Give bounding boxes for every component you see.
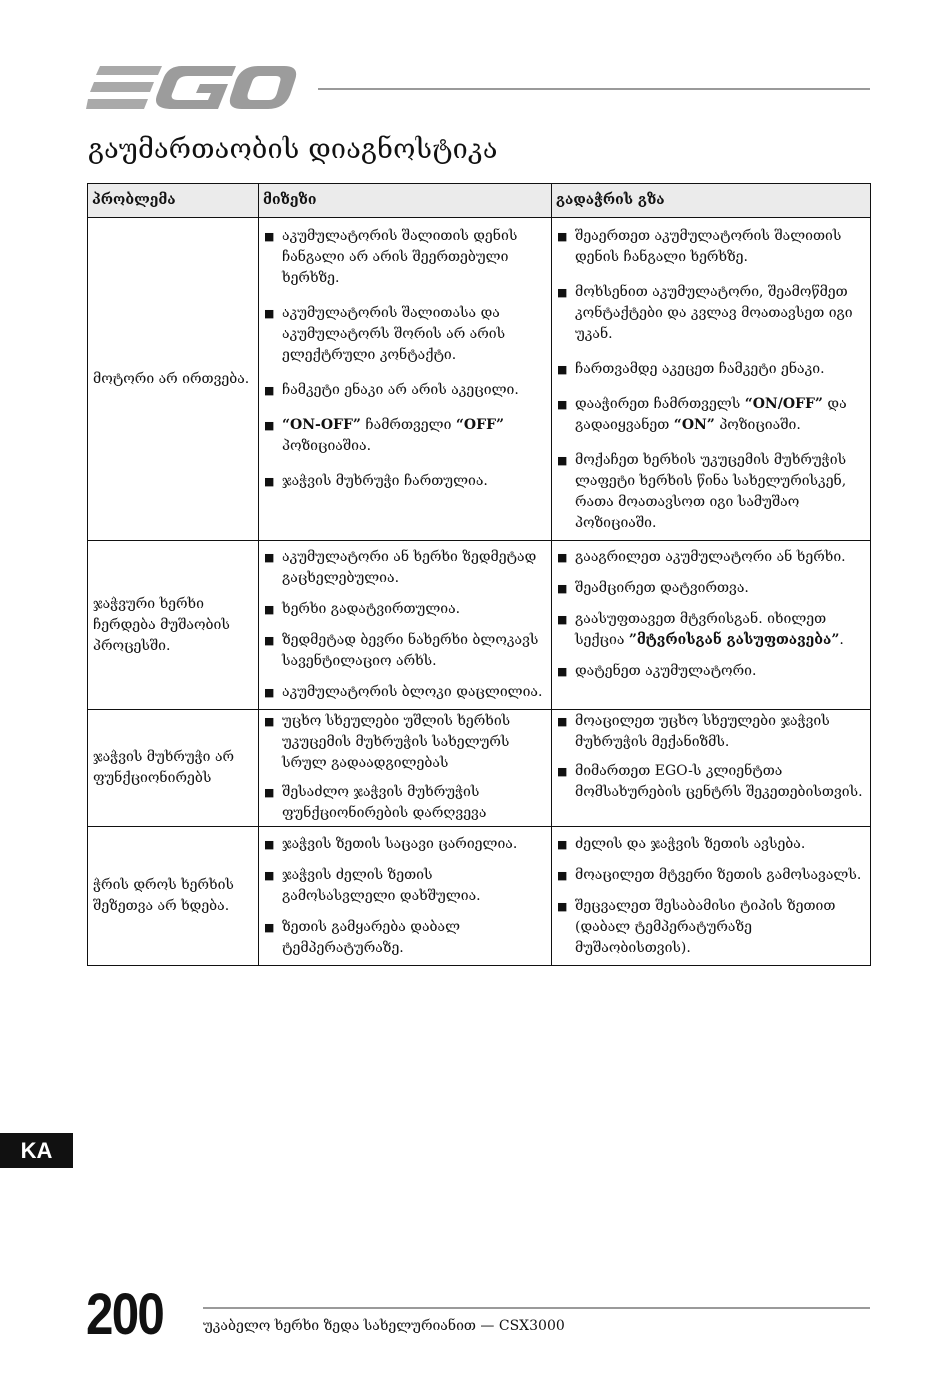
header-rule — [318, 88, 870, 90]
cause-text: ზეთის გამყარება დაბალ ტემპერატურაზე. — [282, 919, 461, 956]
bullet-icon: ■ — [264, 307, 275, 320]
solution-text: მოაცილეთ მტვერი ზეთის გამოსავალს. — [575, 867, 862, 883]
bullet-icon: ■ — [557, 715, 568, 728]
cause-cell — [259, 710, 552, 827]
page-number: 200 — [86, 1282, 164, 1347]
cause-cell — [259, 541, 552, 710]
solution-text: შეამცირეთ დატვირთვა. — [575, 580, 749, 596]
solution-list — [552, 218, 870, 540]
cause-text: ჯაჭვის მუხრუჭი ჩართულია. — [282, 473, 488, 489]
bullet-icon: ■ — [557, 665, 568, 678]
bullet-icon: ■ — [264, 475, 275, 488]
header-problem: პრობლემა — [88, 184, 259, 218]
cause-item — [259, 711, 551, 774]
solution-text: მიმართეთ EGO-ს კლიენტთა მომსახურების ცენტრს შეკეთებისთვის. — [575, 763, 863, 800]
solution-cell — [552, 541, 871, 710]
solution-item — [552, 896, 870, 959]
cause-text: ჯაჭვის ძელის ზეთის გამოსასვლელი დახშულია. — [282, 867, 481, 904]
cause-text: აკუმულატორი ან ხერხი ზედმეტად გაცხელებულია. — [282, 549, 537, 586]
cause-list — [259, 218, 551, 498]
solution-item — [552, 359, 870, 380]
solution-item — [552, 834, 870, 855]
cause-list — [259, 710, 551, 826]
cause-text: უცხო სხეულები უშლის ხერხის უკუცემის მუხრუჭის სახელურს სრულ გადაადგილებას — [282, 713, 511, 771]
troubleshooting-table — [87, 183, 871, 966]
cause-list — [259, 827, 551, 965]
cause-item — [259, 834, 551, 855]
cause-item — [259, 303, 551, 366]
solution-item — [552, 865, 870, 886]
cause-text: აკუმულატორის ბლოკი დაცლილია. — [282, 684, 543, 700]
bullet-icon: ■ — [557, 286, 568, 299]
cause-text: აკუმულატორის შალითასა და აკუმულატორს შორის არ არის ელექტრული კონტაქტი. — [282, 305, 506, 363]
cause-item — [259, 682, 551, 703]
cause-item — [259, 782, 551, 824]
table-row — [88, 218, 871, 541]
header-cause: მიზეზი — [259, 184, 552, 218]
solution-cell — [552, 218, 871, 541]
cause-text: ჩამკეტი ენაკი არ არის აკეცილი. — [282, 382, 519, 398]
cause-text: ჯაჭვის ზეთის საცავი ცარიელია. — [282, 836, 518, 852]
problem-cell: მოტორი არ ირთვება. — [88, 218, 259, 541]
solution-item — [552, 547, 870, 568]
table-row — [88, 827, 871, 966]
table-row — [88, 710, 871, 827]
bullet-icon: ■ — [557, 230, 568, 243]
solution-item — [552, 661, 870, 682]
cause-text: აკუმულატორის შალითის დენის ჩანგალი არ არის შეერთებული ხერხზე. — [282, 228, 518, 286]
cause-item — [259, 630, 551, 672]
bullet-icon: ■ — [264, 634, 275, 647]
bullet-icon: ■ — [557, 398, 568, 411]
bullet-icon: ■ — [557, 900, 568, 913]
problem-cell: ჯაჭვური ხერხი ჩერდება მუშაობის პროცესში. — [88, 541, 259, 710]
solution-text: შეაერთეთ აკუმულატორის შალითის დენის ჩანგალი ხერხზე. — [575, 228, 842, 265]
solution-list — [552, 710, 870, 805]
language-tab: KA — [0, 1133, 73, 1168]
bullet-icon: ■ — [264, 921, 275, 934]
solution-list — [552, 827, 870, 965]
bullet-icon: ■ — [557, 551, 568, 564]
solution-text: ძელის და ჯაჭვის ზეთის ავსება. — [575, 836, 806, 852]
cause-item — [259, 380, 551, 401]
bullet-icon: ■ — [264, 686, 275, 699]
solution-item — [552, 226, 870, 268]
header-solution: გადაჭრის გზა — [552, 184, 871, 218]
solution-item — [552, 609, 870, 651]
solution-text: ჩართვამდე აკეცეთ ჩამკეტი ენაკი. — [575, 361, 825, 377]
cause-item — [259, 547, 551, 589]
solution-item — [552, 394, 870, 436]
solution-text: გაასუფთავეთ მტვრისგან. იხილეთ სექცია ”მტვრისგან გასუფთავება”. — [575, 611, 844, 648]
cause-item — [259, 471, 551, 492]
cause-item — [259, 226, 551, 289]
solution-cell — [552, 710, 871, 827]
solution-item — [552, 282, 870, 345]
bullet-icon: ■ — [264, 715, 275, 728]
bullet-icon: ■ — [557, 765, 568, 778]
bullet-icon: ■ — [264, 419, 275, 432]
cause-item — [259, 917, 551, 959]
bullet-icon: ■ — [557, 869, 568, 882]
bullet-icon: ■ — [264, 838, 275, 851]
bullet-icon: ■ — [264, 786, 275, 799]
solution-item — [552, 711, 870, 753]
problem-cell: ჭრის დროს ხერხის შეზეთვა არ ხდება. — [88, 827, 259, 966]
solution-item — [552, 578, 870, 599]
cause-text: “ON-OFF” ჩამრთველი “OFF” პოზიციაშია. — [282, 417, 505, 454]
cause-item — [259, 415, 551, 457]
bullet-icon: ■ — [264, 551, 275, 564]
solution-text: მოქაჩეთ ხერხის უკუცემის მუხრუჭის ლაფეტი ხერხის წინა სახელურისკენ, რათა მოათავსოთ იგი სამუშაო პოზიციაში. — [575, 452, 847, 531]
bullet-icon: ■ — [557, 613, 568, 626]
cause-text: ხერხი გადატვირთულია. — [282, 601, 461, 617]
solution-text: გააგრილეთ აკუმულატორი ან ხერხი. — [575, 549, 846, 565]
solution-cell — [552, 827, 871, 966]
footer-rule — [203, 1307, 870, 1309]
cause-cell — [259, 218, 552, 541]
table-row — [88, 541, 871, 710]
bullet-icon: ■ — [264, 230, 275, 243]
page-title: გაუმართაობის დიაგნოსტიკა — [88, 134, 498, 165]
bullet-icon: ■ — [557, 582, 568, 595]
ego-logo — [86, 62, 298, 114]
solution-text: დააჭირეთ ჩამრთველს “ON/OFF” და გადაიყვანეთ “ON” პოზიციაში. — [575, 396, 847, 433]
cause-item — [259, 599, 551, 620]
cause-item — [259, 865, 551, 907]
solution-text: შეცვალეთ შესაბამისი ტიპის ზეთით (დაბალ ტემპერატურაზე მუშაობისთვის). — [575, 898, 836, 956]
cause-cell — [259, 827, 552, 966]
solution-text: მოაცილეთ უცხო სხეულები ჯაჭვის მუხრუჭის მექანიზმს. — [575, 713, 830, 750]
bullet-icon: ■ — [264, 603, 275, 616]
solution-text: მოხსენით აკუმულატორი, შეამოწმეთ კონტაქტები და კვლავ მოათავსეთ იგი უკან. — [575, 284, 853, 342]
bullet-icon: ■ — [557, 363, 568, 376]
bullet-icon: ■ — [557, 838, 568, 851]
solution-item — [552, 761, 870, 803]
cause-text: ზედმეტად ბევრი ნახერხი ბლოკავს სავენტილაციო არხს. — [282, 632, 539, 669]
solution-list — [552, 541, 870, 688]
cause-text: შესაძლო ჯაჭვის მუხრუჭის ფუნქციონირების დარღვევა — [282, 784, 487, 821]
solution-text: დატენეთ აკუმულატორი. — [575, 663, 757, 679]
solution-item — [552, 450, 870, 534]
table-header-row — [88, 184, 871, 218]
bullet-icon: ■ — [264, 869, 275, 882]
footer-text: უკაბელო ხერხი ზედა სახელურიანით — CSX3000 — [203, 1318, 565, 1334]
bullet-icon: ■ — [264, 384, 275, 397]
bullet-icon: ■ — [557, 454, 568, 467]
problem-cell: ჯაჭვის მუხრუჭი არ ფუნქციონირებს — [88, 710, 259, 827]
cause-list — [259, 541, 551, 709]
